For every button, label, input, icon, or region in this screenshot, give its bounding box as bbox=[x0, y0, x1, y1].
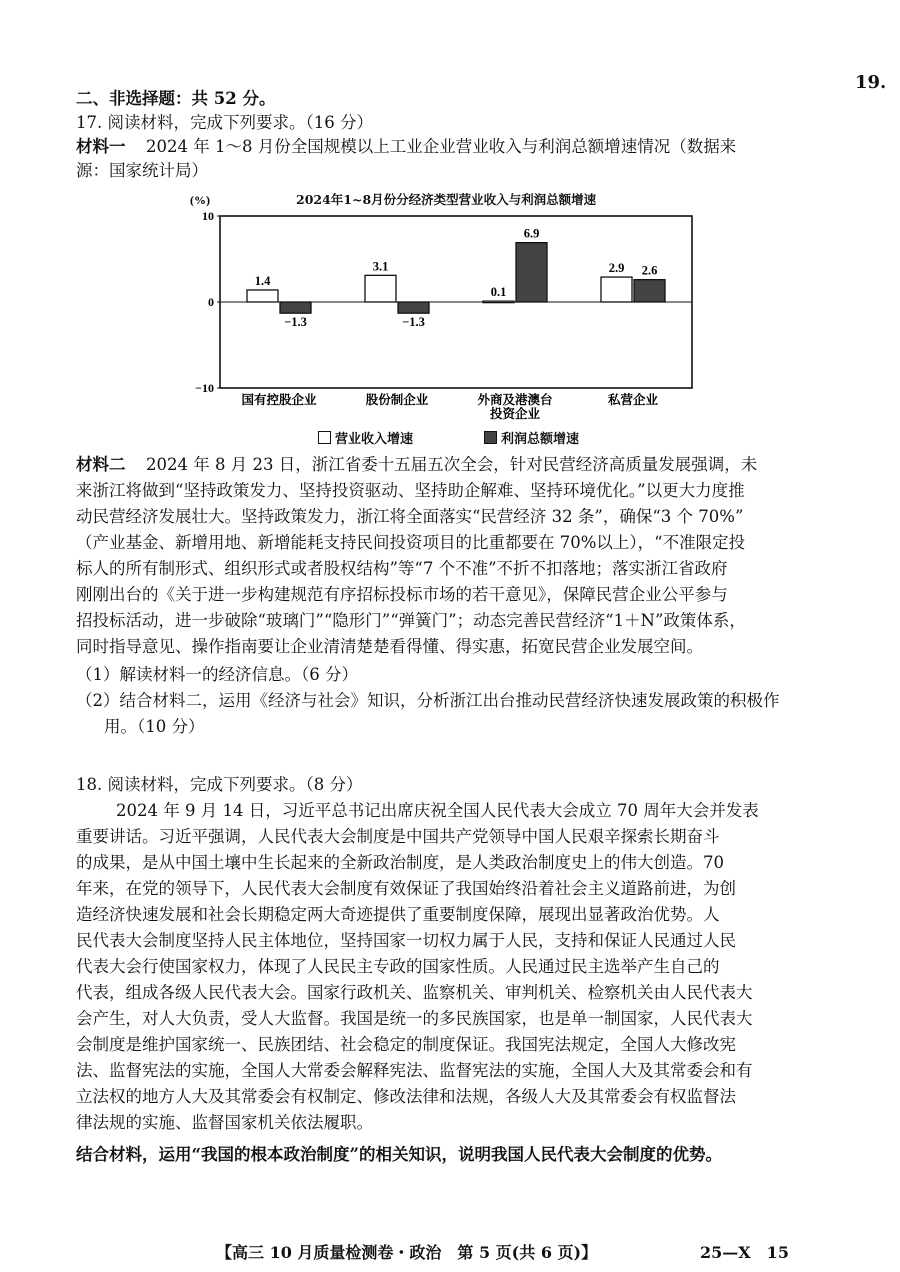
bar-chart bbox=[190, 196, 710, 426]
y-tick-label: −10 bbox=[195, 381, 214, 395]
q18-line: 法、监督宪法的实施，全国人大常委会解释宪法、监督宪法的实施，全国人大及其常委会和有 bbox=[76, 1061, 753, 1080]
bar-profit-growth bbox=[280, 302, 311, 313]
q17-title: 17. 阅读材料，完成下列要求。（16 分） bbox=[76, 113, 373, 132]
legend-label-revenue: 营业收入增速 bbox=[335, 432, 414, 447]
q18-line: 代表，组成各级人民代表大会。国家行政机关、监察机关、审判机关、检察机关由人民代表大 bbox=[76, 983, 753, 1002]
q18-line: 2024 年 9 月 14 日，习近平总书记出席庆祝全国人民代表大会成立 70 周年大会并发表 bbox=[116, 801, 759, 820]
q17-subquestion-2-cont: 用。（10 分） bbox=[104, 717, 205, 736]
material1-line: 源：国家统计局） bbox=[76, 161, 208, 180]
material2-line: 刚刚出台的《关于进一步构建规范有序招标投标市场的若干意见》，保障民营企业公平参与 bbox=[76, 585, 728, 604]
bar-value-label: −1.3 bbox=[284, 315, 307, 330]
footer-code: 25—X 15 bbox=[700, 1243, 789, 1262]
material2-label: 材料二 bbox=[76, 455, 126, 474]
legend-swatch-profit bbox=[484, 431, 497, 444]
material2-line: 招投标活动，进一步破除“玻璃门”“隐形门”“弹簧门”；动态完善民营经济“1＋N”政策体系， bbox=[76, 611, 746, 630]
q18-line: 的成果，是从中国土壤中生长起来的全新政治制度，是人类政治制度史上的伟大创造。70 bbox=[76, 853, 724, 872]
q18-line: 律法规的实施、监督国家机关依法履职。 bbox=[76, 1113, 373, 1132]
bar-value-label: −1.3 bbox=[402, 315, 425, 330]
x-category-label: 国有控股企业 bbox=[241, 393, 317, 407]
y-tick-label: 10 bbox=[202, 209, 214, 223]
x-category-label: 外商及港澳台 bbox=[477, 393, 553, 407]
q18-title: 18. 阅读材料，完成下列要求。（8 分） bbox=[76, 775, 363, 794]
footer-text: 【高三 10 月质量检测卷・政治 第 5 页(共 6 页)】 bbox=[216, 1243, 598, 1262]
material2-line: 同时指导意见、操作指南要让企业清清楚楚看得懂、得实惠，拓宽民营企业发展空间。 bbox=[76, 637, 703, 656]
legend-label-profit: 利润总额增速 bbox=[501, 432, 580, 447]
q17-subquestion-2: （2）结合材料二，运用《经济与社会》知识，分析浙江出台推动民营经济快速发展政策的积极作 bbox=[76, 691, 780, 710]
bar-profit-growth bbox=[398, 302, 429, 313]
page-corner-number: 19. bbox=[855, 72, 887, 93]
bar-value-label: 0.1 bbox=[490, 285, 507, 300]
material2-line: （产业基金、新增用地、新增能耗支持民间投资项目的比重都要在 70%以上），“不准限定投 bbox=[76, 533, 746, 552]
bar-value-label: 2.9 bbox=[608, 261, 625, 276]
q18-line: 会产生，对人大负责，受人大监督。我国是统一的多民族国家，也是单一制国家，人民代表大 bbox=[76, 1009, 753, 1028]
bar-value-label: 6.9 bbox=[523, 226, 540, 241]
q18-line: 会制度是维护国家统一、民族团结、社会稳定的制度保证。我国宪法规定，全国人大修改宪 bbox=[76, 1035, 736, 1054]
material1-label: 材料一 bbox=[76, 137, 126, 156]
bar-revenue-growth bbox=[247, 290, 278, 302]
bar-revenue-growth bbox=[601, 277, 632, 302]
bar-revenue-growth bbox=[483, 301, 514, 303]
y-tick-label: 0 bbox=[208, 295, 214, 309]
x-category-label: 私营企业 bbox=[607, 393, 659, 407]
bar-profit-growth bbox=[516, 243, 547, 302]
x-category-label: 股份制企业 bbox=[365, 393, 429, 407]
q18-line: 重要讲话。习近平强调，人民代表大会制度是中国共产党领导中国人民艰辛探索长期奋斗 bbox=[76, 827, 720, 846]
x-category-label: 投资企业 bbox=[489, 407, 541, 421]
section-heading: 二、非选择题：共 52 分。 bbox=[76, 89, 276, 108]
bar-profit-growth bbox=[634, 280, 665, 302]
legend-item-revenue bbox=[318, 428, 413, 447]
q18-line: 造经济快速发展和社会长期稳定两大奇迹提供了重要制度保障，展现出显著政治优势。人 bbox=[76, 905, 720, 924]
q18-task: 结合材料，运用“我国的根本政治制度”的相关知识，说明我国人民代表大会制度的优势。 bbox=[76, 1145, 722, 1164]
legend-item-profit bbox=[484, 428, 579, 447]
chart-title: 2024年1~8月份分经济类型营业收入与利润总额增速 bbox=[296, 192, 597, 207]
material2-line: 动民营经济发展壮大。坚持政策发力，浙江将全面落实“民营经济 32 条”，确保“3 个 70%” bbox=[76, 507, 744, 526]
bar-revenue-growth bbox=[365, 275, 396, 302]
material1-line: 2024 年 1～8 月份全国规模以上工业企业营业收入与利润总额增速情况（数据来 bbox=[146, 137, 737, 156]
q18-line: 立法权的地方人大及其常委会有权制定、修改法律和法规，各级人大及其常委会有权监督法 bbox=[76, 1087, 736, 1106]
legend-swatch-revenue bbox=[318, 431, 331, 444]
y-axis-unit-label: (%) bbox=[190, 196, 210, 207]
q18-line: 民代表大会制度坚持人民主体地位，坚持国家一切权力属于人民，支持和保证人民通过人民 bbox=[76, 931, 736, 950]
material2-line: 2024 年 8 月 23 日，浙江省委十五届五次全会，针对民营经济高质量发展强调，未 bbox=[146, 455, 758, 474]
bar-value-label: 1.4 bbox=[254, 273, 271, 288]
q17-subquestion-1: （1）解读材料一的经济信息。（6 分） bbox=[76, 665, 358, 684]
material2-line: 来浙江将做到“坚持政策发力、坚持投资驱动、坚持助企解难、坚持环境优化。”以更大力度推 bbox=[76, 481, 745, 500]
q18-line: 代表大会行使国家权力，体现了人民民主专政的国家性质。人民通过民主选举产生自己的 bbox=[76, 957, 720, 976]
bar-value-label: 2.6 bbox=[641, 263, 658, 278]
material2-line: 标人的所有制形式、组织形式或者股权结构”等“7 个不准”不折不扣落地；落实浙江省政府 bbox=[76, 559, 728, 578]
bar-value-label: 3.1 bbox=[372, 259, 389, 274]
q18-line: 年来，在党的领导下，人民代表大会制度有效保证了我国始终沿着社会主义道路前进，为创 bbox=[76, 879, 736, 898]
